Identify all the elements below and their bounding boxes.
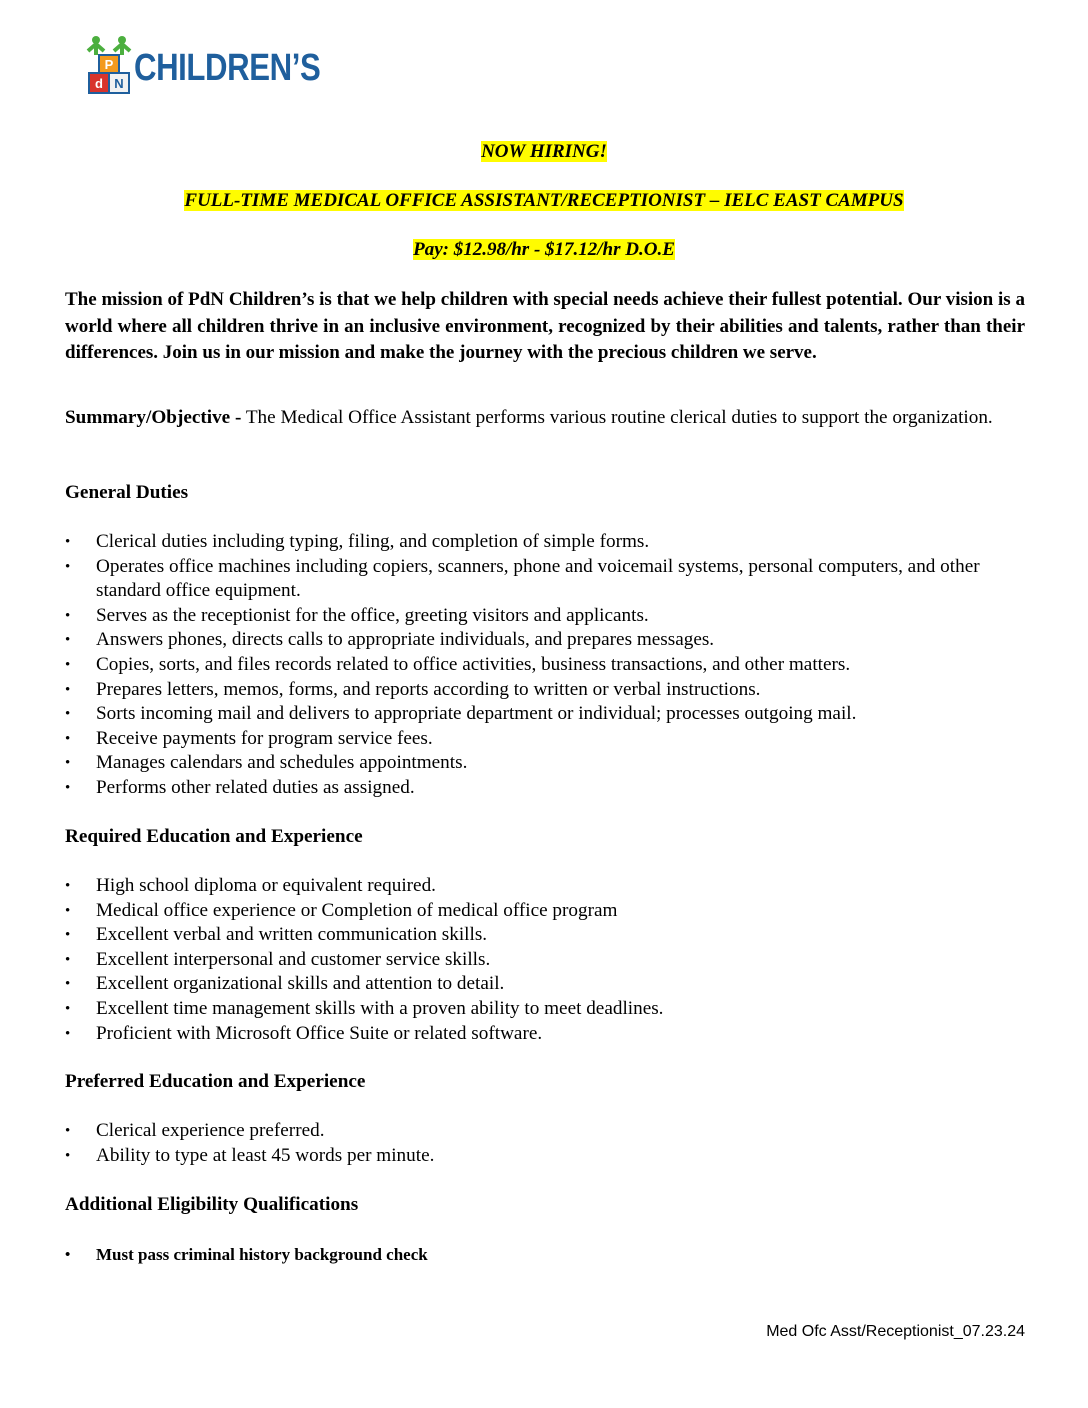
list-item (65, 530, 1030, 555)
logo-letter-n: N (114, 76, 124, 91)
bullet-icon: • (65, 1000, 71, 1017)
position-title-line (0, 189, 1088, 213)
list-item (65, 948, 1030, 973)
logo-blocks-icon (86, 33, 134, 99)
list-item (65, 874, 1030, 899)
bullet-icon: • (65, 1147, 71, 1164)
list-item-text: Excellent interpersonal and customer service skills. (96, 948, 491, 970)
now-hiring-text: NOW HIRING! (481, 141, 607, 162)
pay-text: Pay: $12.98/hr - $17.12/hr D.O.E (413, 239, 675, 260)
list-item (65, 555, 1030, 604)
list-item-text: High school diploma or equivalent required. (96, 875, 436, 896)
list-item (65, 923, 1030, 948)
list-item (65, 751, 1030, 776)
list-item-text: Serves as the receptionist for the office, greeting visitors and applicants. (96, 604, 649, 626)
bullet-icon: • (65, 755, 71, 772)
preferred-list (65, 1119, 1030, 1168)
list-item (65, 899, 1030, 924)
list-item (65, 702, 1030, 727)
list-item-text: Proficient with Microsoft Office Suite or related software. (96, 1022, 543, 1044)
bullet-icon: • (65, 681, 71, 698)
list-item (65, 653, 1030, 678)
list-item-text: Operates office machines including copiers, scanners, phone and voicemail systems, personal computers, and other standard office equipment. (96, 555, 980, 602)
bullet-icon: • (65, 878, 71, 894)
bullet-icon: • (65, 656, 71, 673)
logo-letter-d: d (95, 76, 103, 91)
list-item (65, 1119, 1030, 1144)
list-item-text: Copies, sorts, and files records related to office activities, business transactions, and other matters. (96, 653, 851, 675)
bullet-icon: • (65, 951, 71, 968)
summary-objective (65, 406, 1025, 431)
bullet-icon: • (65, 558, 71, 575)
bullet-icon: • (65, 607, 71, 624)
pay-line (0, 238, 1088, 262)
summary-text: The Medical Office Assistant performs various routine clerical duties to support the organization. (241, 407, 993, 428)
list-item-text: Must pass criminal history background check (96, 1245, 428, 1264)
list-item-text: Prepares letters, memos, forms, and reports according to written or verbal instructions. (96, 678, 761, 700)
list-item-text: Receive payments for program service fees. (96, 727, 433, 749)
bullet-icon: • (65, 730, 71, 747)
logo-wordmark: CHILDREN’S (134, 47, 321, 89)
list-item-text: Clerical experience preferred. (96, 1120, 325, 1141)
mission-statement: The mission of PdN Children’s is that we help children with special needs achieve their fullest potential. Our vision is a world where all children thrive in an inclusive environment, recognized by their abilities and talents, rather than their differences. Join us in our mission and make the journey with the precious children we serve. (65, 289, 1025, 363)
list-item-text: Performs other related duties as assigned. (96, 776, 415, 798)
additional-list (65, 1243, 1030, 1268)
list-item-text: Answers phones, directs calls to appropriate individuals, and prepares messages. (96, 629, 715, 651)
general-duties-list (65, 530, 1030, 801)
list-item (65, 1022, 1030, 1047)
list-item (65, 604, 1030, 629)
list-item (65, 678, 1030, 703)
list-item (65, 727, 1030, 752)
list-item-text: Clerical duties including typing, filing, and completion of simple forms. (96, 531, 650, 552)
bullet-icon: • (65, 902, 71, 919)
list-item (65, 972, 1030, 997)
list-item (65, 1144, 1030, 1169)
required-heading: Required Education and Experience (65, 826, 363, 847)
list-item-text: Manages calendars and schedules appointments. (96, 752, 468, 774)
pdn-childrens-logo (86, 33, 321, 99)
position-title: FULL-TIME MEDICAL OFFICE ASSISTANT/RECEPTIONIST – IELC EAST CAMPUS (184, 190, 904, 211)
additional-heading: Additional Eligibility Qualifications (65, 1194, 359, 1215)
bullet-icon: • (65, 1025, 71, 1042)
list-item (65, 776, 1030, 801)
list-item (65, 1243, 1030, 1268)
list-item-text: Excellent organizational skills and attention to detail. (96, 973, 505, 995)
list-item-text: Excellent verbal and written communication skills. (96, 924, 488, 946)
bullet-icon: • (65, 632, 71, 649)
logo-letter-p: P (104, 57, 114, 72)
list-item-text: Sorts incoming mail and delivers to appropriate department or individual; processes outgoing mail. (96, 703, 857, 725)
summary-label: Summary/Objective - (65, 407, 242, 428)
bullet-icon: • (65, 976, 71, 993)
bullet-icon: • (65, 706, 71, 723)
bullet-icon: • (65, 779, 71, 796)
document-footer: Med Ofc Asst/Receptionist_07.23.24 (766, 1323, 1025, 1340)
bullet-icon: • (65, 534, 71, 550)
general-duties-heading: General Duties (65, 482, 189, 503)
required-list (65, 874, 1030, 1046)
list-item (65, 997, 1030, 1022)
list-item-text: Medical office experience or Completion of medical office program (96, 899, 618, 921)
list-item-text: Ability to type at least 45 words per minute. (96, 1144, 435, 1166)
now-hiring-line (0, 140, 1088, 164)
preferred-heading: Preferred Education and Experience (65, 1071, 366, 1092)
bullet-icon: • (65, 1247, 71, 1263)
list-item (65, 628, 1030, 653)
bullet-icon: • (65, 927, 71, 944)
bullet-icon: • (65, 1123, 71, 1139)
list-item-text: Excellent time management skills with a proven ability to meet deadlines. (96, 997, 664, 1019)
